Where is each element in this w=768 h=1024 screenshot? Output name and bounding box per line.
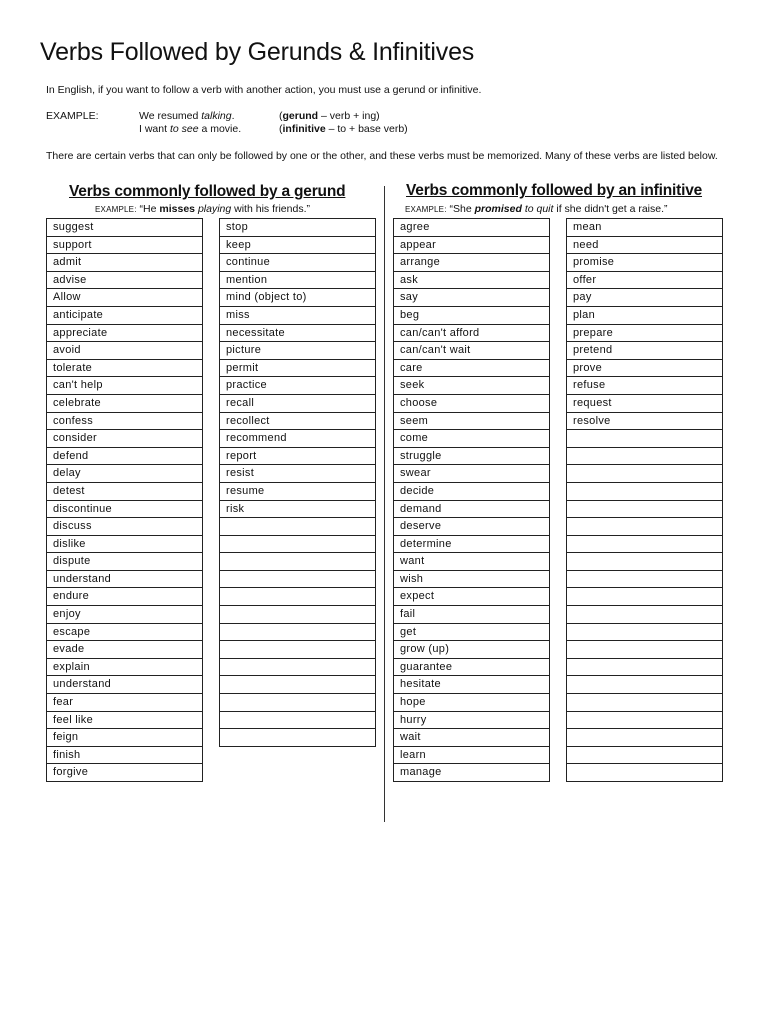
verb-cell: enjoy [46,605,203,624]
verb-cell: appreciate [46,324,203,343]
verb-cell: request [566,394,723,413]
verb-cell [219,605,376,624]
verb-cell: hurry [393,711,550,730]
verb-cell: wait [393,728,550,747]
verb-cell: advise [46,271,203,290]
verb-cell: feel like [46,711,203,730]
verb-cell: celebrate [46,394,203,413]
verb-cell [566,464,723,483]
verb-cell [566,746,723,765]
verb-cell: anticipate [46,306,203,325]
verb-cell [566,640,723,659]
verb-cell [219,552,376,571]
verb-cell: say [393,288,550,307]
gerund-section-title: Verbs commonly followed by a gerund [69,183,346,200]
verb-cell: determine [393,535,550,554]
verb-cell: defend [46,447,203,466]
verb-cell: seek [393,376,550,395]
verb-cell: struggle [393,447,550,466]
verb-cell: resolve [566,412,723,431]
verb-cell: decide [393,482,550,501]
verb-cell: manage [393,763,550,782]
gerund-example-sentence: We resumed talking. [139,110,235,122]
verb-cell: miss [219,306,376,325]
verb-cell: admit [46,253,203,272]
verb-cell: swear [393,464,550,483]
verb-cell: finish [46,746,203,765]
verb-cell [566,675,723,694]
verb-cell [566,693,723,712]
verb-cell: suggest [46,218,203,237]
verb-cell: feign [46,728,203,747]
verb-cell: tolerate [46,359,203,378]
verb-cell: can/can't wait [393,341,550,360]
verb-cell: wish [393,570,550,589]
verb-cell: discontinue [46,500,203,519]
verb-cell: report [219,447,376,466]
example-label: EXAMPLE: [46,110,99,122]
verb-cell: guarantee [393,658,550,677]
gerund-verb-list-1 [46,218,203,782]
verb-cell [566,500,723,519]
verb-cell [219,711,376,730]
gerund-verb-list-2 [219,218,376,747]
verb-cell [566,728,723,747]
verb-cell: fail [393,605,550,624]
verb-cell [566,623,723,642]
verb-cell [566,711,723,730]
verb-cell [219,728,376,747]
verb-cell: pretend [566,341,723,360]
verb-cell: escape [46,623,203,642]
verb-cell [219,570,376,589]
gerund-description: (gerund – verb + ing) [279,110,380,122]
verb-cell: picture [219,341,376,360]
section-divider [384,186,385,822]
verb-cell: plan [566,306,723,325]
verb-cell [566,552,723,571]
verb-cell: can/can't afford [393,324,550,343]
verb-cell: keep [219,236,376,255]
verb-cell [566,517,723,536]
verb-cell: want [393,552,550,571]
infinitive-verb-list-2 [566,218,723,782]
verb-cell: arrange [393,253,550,272]
page-title: Verbs Followed by Gerunds & Infinitives [40,38,475,66]
verb-cell: understand [46,570,203,589]
gerund-section-example: EXAMPLE: “He misses playing with his friends.” [95,203,310,215]
verb-cell: avoid [46,341,203,360]
verb-cell: recommend [219,429,376,448]
verb-cell [219,517,376,536]
verb-cell [566,447,723,466]
verb-cell: learn [393,746,550,765]
verb-cell: continue [219,253,376,272]
verb-cell [219,693,376,712]
verb-cell: prepare [566,324,723,343]
verb-cell: dislike [46,535,203,554]
verb-cell [566,570,723,589]
verb-cell [566,587,723,606]
verb-cell: stop [219,218,376,237]
verb-cell: care [393,359,550,378]
verb-cell: recall [219,394,376,413]
verb-cell: fear [46,693,203,712]
verb-cell: hesitate [393,675,550,694]
verb-cell: permit [219,359,376,378]
verb-cell: need [566,236,723,255]
verb-cell: recollect [219,412,376,431]
verb-cell [219,640,376,659]
verb-cell: Allow [46,288,203,307]
verb-cell [219,658,376,677]
verb-cell: dispute [46,552,203,571]
intro-text: In English, if you want to follow a verb with another action, you must use a gerund or infinitive. [46,84,482,96]
verb-cell: delay [46,464,203,483]
verb-cell: understand [46,675,203,694]
verb-cell: seem [393,412,550,431]
verb-cell: offer [566,271,723,290]
verb-cell [566,763,723,782]
verb-cell [566,535,723,554]
verb-cell [219,535,376,554]
verb-cell: come [393,429,550,448]
verb-cell: appear [393,236,550,255]
verb-cell: ask [393,271,550,290]
verb-cell: beg [393,306,550,325]
verb-cell: necessitate [219,324,376,343]
verb-cell: mention [219,271,376,290]
verb-cell: grow (up) [393,640,550,659]
verb-cell: evade [46,640,203,659]
verb-cell: discuss [46,517,203,536]
infinitive-verb-list-1 [393,218,550,782]
verb-cell: support [46,236,203,255]
verb-cell [566,658,723,677]
verb-cell: hope [393,693,550,712]
verb-cell: endure [46,587,203,606]
verb-cell: explain [46,658,203,677]
verb-cell: can't help [46,376,203,395]
verb-cell: choose [393,394,550,413]
verb-cell: forgive [46,763,203,782]
verb-cell: deserve [393,517,550,536]
verb-cell [219,675,376,694]
verb-cell: consider [46,429,203,448]
verb-cell [566,482,723,501]
verb-cell: promise [566,253,723,272]
verb-cell: practice [219,376,376,395]
memorize-note: There are certain verbs that can only be followed by one or the other, and these verbs must be memorized. Many of these verbs are listed below. [46,150,718,162]
verb-cell: demand [393,500,550,519]
verb-cell: mean [566,218,723,237]
verb-cell [219,587,376,606]
verb-cell: expect [393,587,550,606]
verb-cell [219,623,376,642]
verb-cell: resist [219,464,376,483]
verb-cell: prove [566,359,723,378]
infinitive-section-title: Verbs commonly followed by an infinitive [406,182,703,199]
verb-cell: confess [46,412,203,431]
infinitive-description: (infinitive – to + base verb) [279,123,408,135]
verb-cell: pay [566,288,723,307]
verb-cell: refuse [566,376,723,395]
verb-cell [566,429,723,448]
verb-cell: mind (object to) [219,288,376,307]
verb-cell [566,605,723,624]
verb-cell: get [393,623,550,642]
infinitive-example-sentence: I want to see a movie. [139,123,242,135]
verb-cell: agree [393,218,550,237]
verb-cell: detest [46,482,203,501]
verb-cell: resume [219,482,376,501]
verb-cell: risk [219,500,376,519]
infinitive-section-example: EXAMPLE: “She promised to quit if she didn't get a raise.” [405,203,668,215]
